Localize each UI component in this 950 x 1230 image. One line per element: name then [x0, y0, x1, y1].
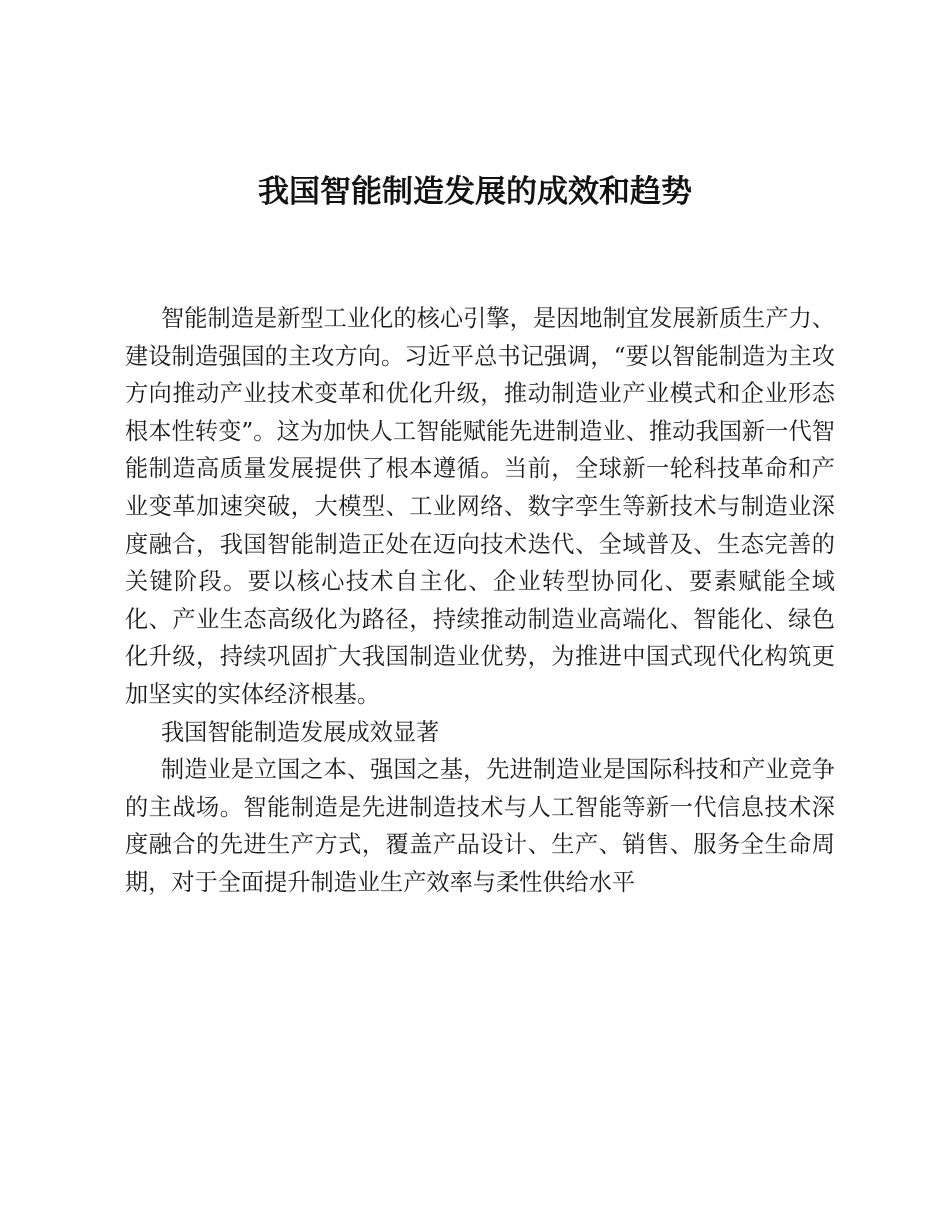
document-body — [125, 300, 835, 902]
section-paragraph: 制造业是立国之本、强国之基，先进制造业是国际科技和产业竞争的主战场。智能制造是先进制造技术与人工智能等新一代信息技术深度融合的先进生产方式，覆盖产品设计、生产、销售、服务全生命周期，对于全面提升制造业生产效率与柔性供给水平 — [125, 756, 835, 896]
intro-paragraph: 智能制造是新型工业化的核心引擎，是因地制宜发展新质生产力、建设制造强国的主攻方向。习近平总书记强调，“要以智能制造为主攻方向推动产业技术变革和优化升级，推动制造业产业模式和企业形态根本性转变”。这为加快人工智能赋能先进制造业、推动我国新一代智能制造高质量发展提供了根本遵循。当前，全球新一轮科技革命和产业变革加速突破，大模型、工业网络、数字孪生等新技术与制造业深度融合，我国智能制造正处在迈向技术迭代、全域普及、生态完善的关键阶段。要以核心技术自主化、企业转型协同化、要素赋能全域化、产业生态高级化为路径，持续推动制造业高端化、智能化、绿色化升级，持续巩固扩大我国制造业优势，为推进中国式现代化构筑更加坚实的实体经济根基。 — [125, 305, 835, 708]
section-heading: 我国智能制造发展成效显著 — [160, 718, 440, 746]
document-title: 我国智能制造发展的成效和趋势 — [258, 174, 692, 210]
